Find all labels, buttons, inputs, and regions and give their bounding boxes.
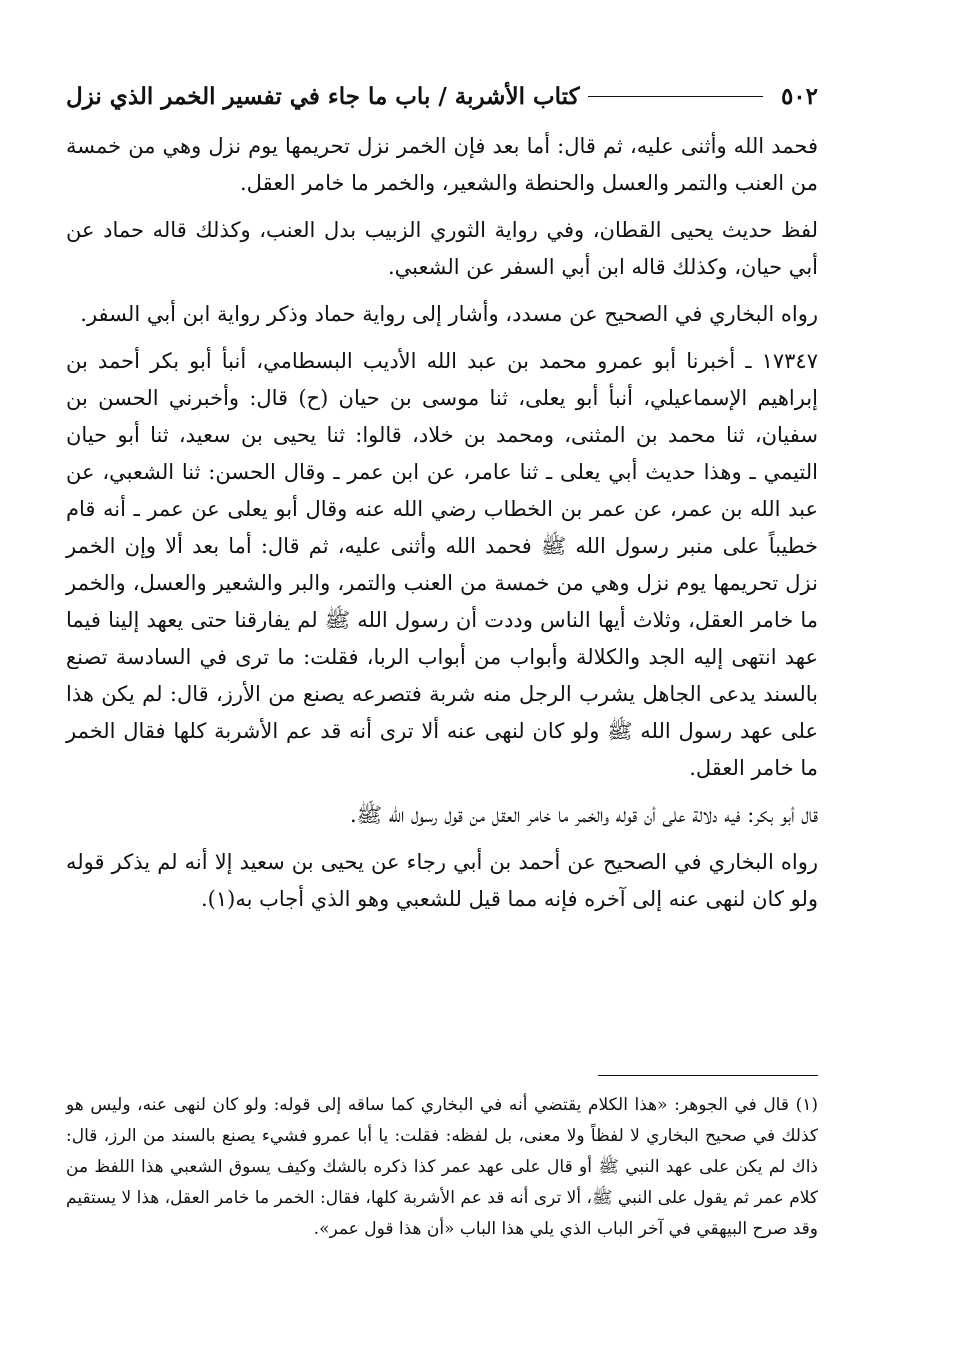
header-rule	[588, 96, 763, 97]
main-text	[66, 128, 818, 928]
running-title: كتاب الأشربة / باب ما جاء في تفسير الخمر الذي نزل	[66, 82, 580, 110]
paragraph: رواه البخاري في الصحيح عن مسدد، وأشار إلى رواية حماد وذكر رواية ابن أبي السفر.	[80, 302, 818, 326]
paragraph: ١٧٣٤٧ ـ أخبرنا أبو عمرو محمد بن عبد الله الأديب البسطامي، أنبأ أبو بكر أحمد بن إبراهيم الإسماعيلي، أنبأ أبو يعلى، ثنا موسى بن حيان (ح) قال: وأخبرني الحسن بن سفيان، ثنا محمد بن المثنى، ومحمد بن خلاد، قالوا: ثنا يحيى بن سعيد، ثنا أبو حيان التيمي ـ وهذا حديث أبي يعلى ـ ثنا عامر، عن ابن عمر ـ وقال الحسن: ثنا الشعبي، عن عبد الله بن عمر، عن عمر بن الخطاب رضي الله عنه وقال أبو يعلى عن عمر ـ أنه قام خطيباً على منبر رسول الله ﷺ فحمد الله وأثنى عليه، ثم قال: أما بعد ألا وإن الخمر نزل تحريمها يوم نزل وهي من خمسة من العنب والتمر، والبر والشعير والعسل، والخمر ما خامر العقل، وثلاث أيها الناس وددت أن رسول الله ﷺ لم يفارقنا حتى يعهد إلينا فيما عهد انتهى إليه الجد والكلالة وأبواب من أبواب الربا، فقلت: ما ترى في السادسة تصنع بالسند يدعى الجاهل يشرب الرجل منه شربة فتصرعه يصنع من الأرز، قال: لم يكن هذا على عهد رسول الله ﷺ ولو كان لنهى عنه ألا ترى أنه قد عم الأشربة كلها فقال الخمر ما خامر العقل.	[66, 349, 818, 780]
page-number: ٥٠٢	[780, 82, 818, 110]
footnote: (١) قال في الجوهر: «هذا الكلام يقتضي أنه في البخاري كما ساقه إلى قوله: ولو كان لنهى عنه، وليس هو كذلك في صحيح البخاري لا لفظاً ولا معنى، بل لفظه: فقلت: يا أبا عمرو فشيء يصنع بالسند من الرز، قال: ذاك لم يكن على عهد النبي ﷺ أو قال على عهد عمر كذا ذكره بالشك وكيف يسوق الشعبي هذا اللفظ من كلام عمر ثم يقول على النبي ﷺ، ألا ترى أنه قد عم الأشربة كلها، فقال: الخمر ما خامر العقل، هذا لا يستقيم وقد صرح البيهقي في آخر الباب الذي يلي هذا الباب «أن هذا قول عمر».	[66, 1095, 818, 1239]
page-header	[66, 78, 818, 114]
paragraph: فحمد الله وأثنى عليه، ثم قال: أما بعد فإن الخمر نزل تحريمها يوم نزل وهي من خمسة من العنب والتمر والعسل والحنطة والشعير، والخمر ما خامر العقل.	[66, 134, 818, 195]
paragraph: لفظ حديث يحيى القطان، وفي رواية الثوري الزبيب بدل العنب، وكذلك قاله حماد عن أبي حيان، وكذلك قاله ابن أبي السفر عن الشعبي.	[66, 218, 818, 279]
footnotes	[66, 1090, 818, 1245]
paragraph: رواه البخاري في الصحيح عن أحمد بن أبي رجاء عن يحيى بن سعيد إلا أنه لم يذكر قوله ولو كان لنهى عنه إلى آخره فإنه مما قيل للشعبي وهو الذي أجاب به(١).	[66, 850, 818, 911]
paragraph: قال أبو بكر: فيه دلالة على أن قوله والخمر ما خامر العقل من قول رسول الله ﷺ.	[349, 803, 818, 827]
footnote-separator	[598, 1075, 818, 1076]
